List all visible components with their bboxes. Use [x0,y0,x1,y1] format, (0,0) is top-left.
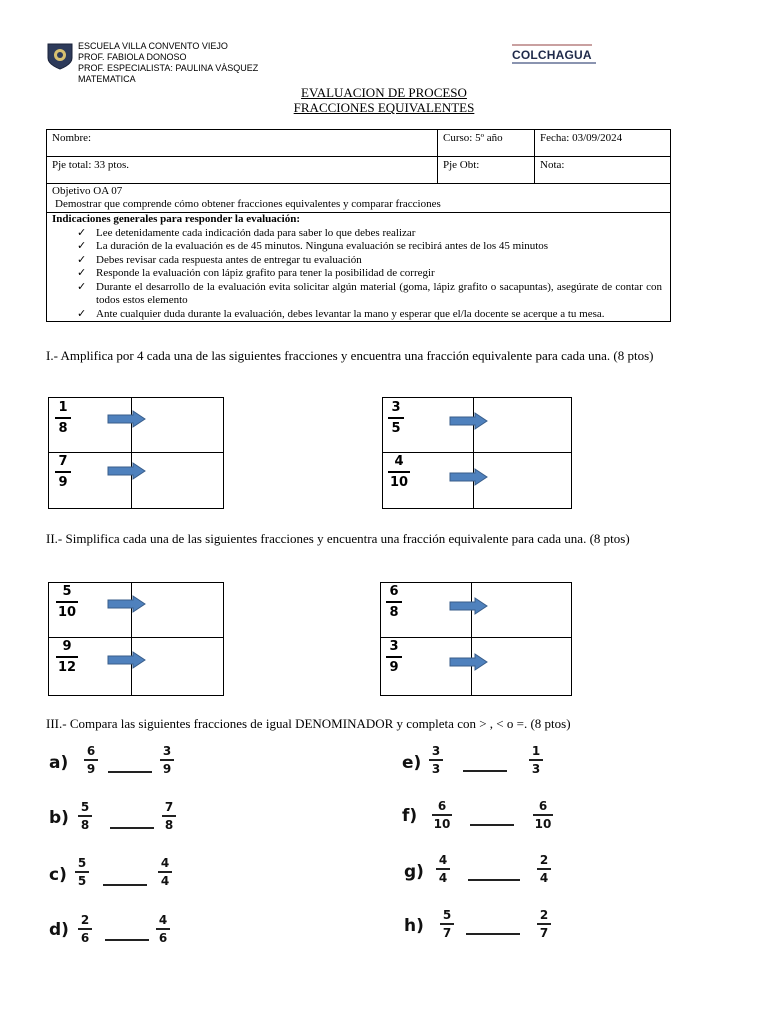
list-item: ✓ Durante el desarrollo de la evaluación evita solicitar algún material (goma, lápiz grafito o sacapuntas), asegúrate de contar con todos estos elemento [77,280,662,306]
fraction: 9 12 [57,639,77,675]
fraction: 4 4 [158,856,172,888]
fraction: 1 8 [55,400,71,436]
fraction: 5 10 [57,584,77,620]
fraction: 3 5 [388,400,404,436]
fraction: 3 9 [386,639,402,675]
item-label-d: d) [49,920,69,940]
objetivo-cell [47,184,671,213]
subject-name: MATEMATICA [78,74,136,84]
answer-cell[interactable] [132,583,222,637]
fraction: 6 10 [534,799,552,831]
fraction: 6 9 [84,744,98,776]
item-label-b: b) [49,808,69,828]
item-label-c: c) [49,865,67,885]
fraction: 1 3 [529,744,543,776]
fraction: 6 10 [433,799,451,831]
item-label-e: e) [402,753,422,773]
fraction: 3 3 [429,744,443,776]
colchagua-logo [510,45,600,65]
check-icon: ✓ [77,240,87,252]
answer-cell[interactable] [474,398,570,452]
item-label-g: g) [404,862,424,882]
pje-obt-cell[interactable]: Pje Obt: [438,157,535,184]
answer-cell[interactable] [472,583,570,637]
answer-cell[interactable] [132,453,222,507]
answer-blank[interactable] [105,939,149,941]
answer-cell[interactable] [132,638,222,694]
school-crest-icon [47,42,73,70]
check-icon: ✓ [77,253,87,266]
indicaciones-list [52,227,662,322]
list-item: ✓ Ante cualquier duda durante la evaluación, debes levantar la mano y esperar que el/la docente se acerque a tu mesa. [77,307,605,320]
fraction: 5 8 [78,800,92,832]
check-icon: ✓ [77,267,87,279]
pje-total-cell: Pje total: 33 ptos. [47,157,438,184]
fraction: 5 5 [75,856,89,888]
list-item: ✓ Debes revisar cada respuesta antes de entregar tu evaluación [77,253,362,266]
answer-blank[interactable] [110,827,154,829]
page-subtitle: FRACCIONES EQUIVALENTES [293,100,475,115]
school-name: ESCUELA VILLA CONVENTO VIEJO [78,41,228,51]
item-label-f: f) [402,806,418,826]
logo-text: COLCHAGUA [512,48,592,62]
section2-box-right [380,582,572,696]
teacher-name: PROF. FABIOLA DONOSO [78,52,187,62]
fraction: 7 8 [162,800,176,832]
answer-blank[interactable] [470,824,514,826]
indicaciones-title: Indicaciones generales para responder la evaluación: [52,213,301,225]
section1-box-right [382,397,572,509]
section3-instructions: III.- Compara las siguientes fracciones de igual DENOMINADOR y completa con > , < o =. (8 ptos) [46,716,571,731]
school-info [78,41,258,85]
answer-blank[interactable] [108,771,152,773]
answer-blank[interactable] [463,770,507,772]
fraction: 4 4 [436,853,450,885]
fraction: 2 6 [78,913,92,945]
check-icon: ✓ [77,226,87,239]
list-item: ✓ La duración de la evaluación es de 45 minutos. Ninguna evaluación se recibirá antes de los 45 minutos [77,240,549,252]
check-icon: ✓ [77,280,87,293]
section2-instructions: II.- Simplifica cada una de las siguientes fracciones y encuentra una fracción equivalente para cada una. (8 ptos) [46,531,630,546]
answer-cell[interactable] [132,398,222,452]
objetivo-text: Demostrar que comprende cómo obtener fracciones equivalentes y comparar fracciones [55,198,441,210]
answer-blank[interactable] [468,879,520,881]
list-item: ✓ Responde la evaluación con lápiz grafito para tener la posibilidad de corregir [77,267,435,279]
answer-blank[interactable] [466,933,520,935]
answer-cell[interactable] [472,638,570,694]
check-icon: ✓ [77,307,87,320]
section1-instructions: I.- Amplifica por 4 cada una de las siguientes fracciones y encuentra una fracción equivalente para cada una. (8 ptos) [46,348,654,363]
nota-cell[interactable]: Nota: [535,157,671,184]
specialist-name: PROF. ESPECIALISTA: PAULINA VÀSQUEZ [78,63,259,73]
item-label-h: h) [404,916,424,936]
fraction: 2 7 [537,908,551,940]
info-table [46,129,671,322]
fecha-cell: Fecha: 03/09/2024 [535,130,671,157]
objetivo-title: Objetivo OA 07 [52,185,123,197]
fraction: 6 8 [386,584,402,620]
nombre-cell[interactable]: Nombre: [47,130,438,157]
item-label-a: a) [49,753,69,773]
section1-box-left [48,397,224,509]
fraction: 2 4 [537,853,551,885]
list-item: ✓ Lee detenidamente cada indicación dada para saber lo que debes realizar [77,226,416,239]
answer-cell[interactable] [474,453,570,507]
fraction: 4 6 [156,913,170,945]
indicaciones-cell [47,213,671,322]
answer-blank[interactable] [103,884,147,886]
curso-cell: Curso: 5º año [438,130,535,157]
fraction: 3 9 [160,744,174,776]
fraction: 5 7 [440,908,454,940]
fraction: 4 10 [389,454,409,490]
page-title: EVALUACION DE PROCESO [301,85,467,100]
section2-box-left [48,582,224,696]
fraction: 7 9 [55,454,71,490]
